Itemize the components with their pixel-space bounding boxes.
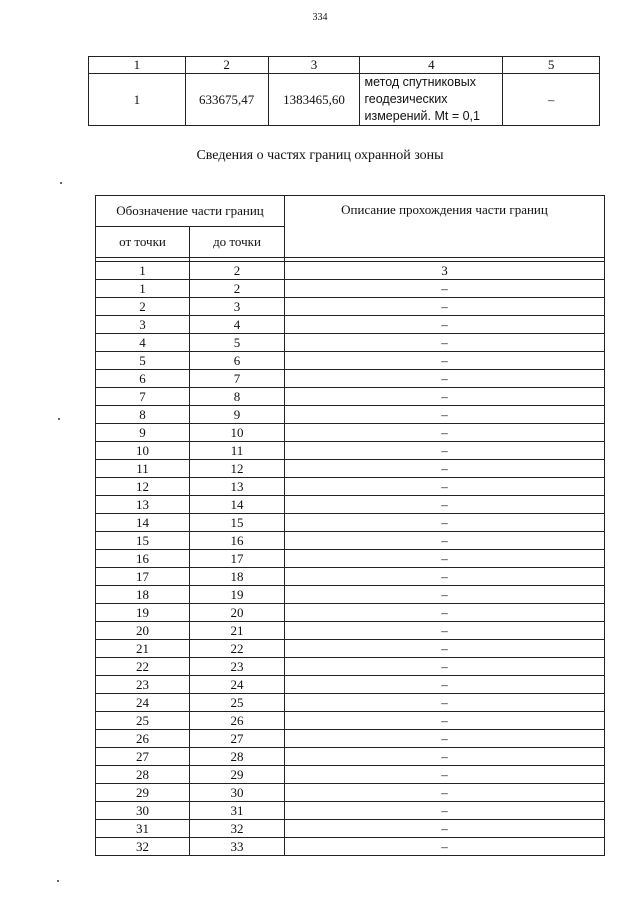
table-row (96, 748, 605, 766)
description-cell: – (285, 694, 605, 712)
to-point-header: до точки (190, 227, 285, 258)
from-point-cell: 22 (96, 658, 190, 676)
from-point-cell: 30 (96, 802, 190, 820)
method-line: геодезических (364, 92, 448, 106)
table-row (96, 784, 605, 802)
description-cell: – (285, 568, 605, 586)
boundary-table-body (96, 258, 605, 856)
table-row (96, 532, 605, 550)
description-cell: – (285, 622, 605, 640)
from-point-cell: 24 (96, 694, 190, 712)
from-point-cell: 8 (96, 406, 190, 424)
description-cell: – (285, 406, 605, 424)
description-cell: – (285, 478, 605, 496)
table-row (96, 550, 605, 568)
coordinates-table (88, 56, 600, 126)
table-row (96, 496, 605, 514)
x-coordinate-cell: 633675,47 (185, 74, 268, 126)
description-cell: – (285, 388, 605, 406)
description-header: Описание прохождения части границ (285, 196, 605, 258)
from-point-cell: 5 (96, 352, 190, 370)
from-point-cell: 13 (96, 496, 190, 514)
table-row (96, 766, 605, 784)
description-cell: – (285, 676, 605, 694)
from-point-cell: 25 (96, 712, 190, 730)
description-cell: – (285, 352, 605, 370)
point-number-cell: 1 (89, 74, 186, 126)
from-point-cell: 14 (96, 514, 190, 532)
from-point-cell: 27 (96, 748, 190, 766)
scan-speck (58, 418, 60, 420)
boundary-header-row (96, 196, 605, 227)
to-point-cell: 10 (190, 424, 285, 442)
to-point-cell: 5 (190, 334, 285, 352)
method-cell (360, 74, 503, 126)
description-cell: – (285, 298, 605, 316)
description-cell: – (285, 586, 605, 604)
table-row (96, 586, 605, 604)
to-point-cell: 23 (190, 658, 285, 676)
to-point-cell: 15 (190, 514, 285, 532)
to-point-cell: 22 (190, 640, 285, 658)
description-cell: – (285, 496, 605, 514)
to-point-cell: 13 (190, 478, 285, 496)
scan-speck (57, 880, 59, 882)
description-cell: – (285, 334, 605, 352)
header-cell: 4 (360, 57, 503, 74)
to-point-cell: 24 (190, 676, 285, 694)
from-point-cell: 10 (96, 442, 190, 460)
from-point-cell: 1 (96, 280, 190, 298)
header-cell: 1 (89, 57, 186, 74)
from-point-cell: 29 (96, 784, 190, 802)
table-row (96, 352, 605, 370)
table-row (96, 604, 605, 622)
description-cell: – (285, 712, 605, 730)
table-row (96, 730, 605, 748)
header-cell: 5 (503, 57, 600, 74)
to-point-cell: 33 (190, 838, 285, 856)
table-row (96, 280, 605, 298)
from-point-cell: 19 (96, 604, 190, 622)
description-cell: – (285, 532, 605, 550)
to-point-cell: 21 (190, 622, 285, 640)
to-point-cell: 3 (190, 298, 285, 316)
to-point-cell: 31 (190, 802, 285, 820)
boundary-group-header: Обозначение части границ (96, 196, 285, 227)
description-cell: – (285, 820, 605, 838)
numbering-cell: 1 (96, 262, 190, 280)
from-point-cell: 2 (96, 298, 190, 316)
table-row (96, 712, 605, 730)
to-point-cell: 26 (190, 712, 285, 730)
table-row (96, 424, 605, 442)
from-point-cell: 12 (96, 478, 190, 496)
table-row (96, 802, 605, 820)
from-point-cell: 18 (96, 586, 190, 604)
table-row (96, 460, 605, 478)
from-point-header: от точки (96, 227, 190, 258)
table-row (96, 298, 605, 316)
from-point-cell: 6 (96, 370, 190, 388)
to-point-cell: 2 (190, 280, 285, 298)
table-row (96, 658, 605, 676)
description-cell: – (285, 766, 605, 784)
to-point-cell: 25 (190, 694, 285, 712)
table-row (96, 442, 605, 460)
numbering-cell: 3 (285, 262, 605, 280)
description-cell: – (285, 838, 605, 856)
table-row (96, 820, 605, 838)
table-row (96, 622, 605, 640)
to-point-cell: 32 (190, 820, 285, 838)
from-point-cell: 9 (96, 424, 190, 442)
section-subtitle: Сведения о частях границ охранной зоны (196, 148, 444, 163)
to-point-cell: 29 (190, 766, 285, 784)
from-point-cell: 32 (96, 838, 190, 856)
to-point-cell: 11 (190, 442, 285, 460)
method-line: метод спутниковых (364, 75, 476, 89)
to-point-cell: 18 (190, 568, 285, 586)
to-point-cell: 6 (190, 352, 285, 370)
from-point-cell: 31 (96, 820, 190, 838)
from-point-cell: 21 (96, 640, 190, 658)
method-line: измерений. Mt = 0,1 (364, 109, 480, 123)
description-cell: – (285, 640, 605, 658)
to-point-cell: 28 (190, 748, 285, 766)
to-point-cell: 12 (190, 460, 285, 478)
description-cell: – (285, 460, 605, 478)
table-row (96, 334, 605, 352)
table-row (96, 478, 605, 496)
description-cell: – (285, 604, 605, 622)
table-row (96, 514, 605, 532)
description-cell: – (285, 784, 605, 802)
from-point-cell: 20 (96, 622, 190, 640)
table-row (96, 388, 605, 406)
description-cell: – (285, 280, 605, 298)
from-point-cell: 7 (96, 388, 190, 406)
header-cell: 2 (185, 57, 268, 74)
to-point-cell: 16 (190, 532, 285, 550)
description-cell: – (285, 316, 605, 334)
description-cell: – (285, 658, 605, 676)
description-cell: – (285, 730, 605, 748)
description-cell: – (285, 802, 605, 820)
to-point-cell: 20 (190, 604, 285, 622)
page-number: 334 (312, 12, 328, 23)
from-point-cell: 23 (96, 676, 190, 694)
table-row (96, 676, 605, 694)
y-coordinate-cell: 1383465,60 (268, 74, 360, 126)
boundary-parts-table (95, 195, 605, 856)
table-row (96, 406, 605, 424)
scan-speck (60, 182, 62, 184)
to-point-cell: 8 (190, 388, 285, 406)
table-row (96, 838, 605, 856)
from-point-cell: 3 (96, 316, 190, 334)
to-point-cell: 30 (190, 784, 285, 802)
from-point-cell: 11 (96, 460, 190, 478)
table-row (96, 640, 605, 658)
from-point-cell: 4 (96, 334, 190, 352)
from-point-cell: 16 (96, 550, 190, 568)
table-row (96, 568, 605, 586)
from-point-cell: 15 (96, 532, 190, 550)
to-point-cell: 17 (190, 550, 285, 568)
table-row (96, 370, 605, 388)
description-cell: – (285, 550, 605, 568)
to-point-cell: 27 (190, 730, 285, 748)
accuracy-cell: – (503, 74, 600, 126)
description-cell: – (285, 370, 605, 388)
table-row (96, 694, 605, 712)
column-numbering-row (96, 262, 605, 280)
from-point-cell: 26 (96, 730, 190, 748)
coordinates-header-row (89, 57, 600, 74)
to-point-cell: 7 (190, 370, 285, 388)
to-point-cell: 19 (190, 586, 285, 604)
description-cell: – (285, 748, 605, 766)
coordinates-data-row (89, 74, 600, 126)
to-point-cell: 4 (190, 316, 285, 334)
from-point-cell: 17 (96, 568, 190, 586)
description-cell: – (285, 514, 605, 532)
from-point-cell: 28 (96, 766, 190, 784)
to-point-cell: 14 (190, 496, 285, 514)
description-cell: – (285, 424, 605, 442)
numbering-cell: 2 (190, 262, 285, 280)
table-row (96, 316, 605, 334)
to-point-cell: 9 (190, 406, 285, 424)
description-cell: – (285, 442, 605, 460)
header-cell: 3 (268, 57, 360, 74)
